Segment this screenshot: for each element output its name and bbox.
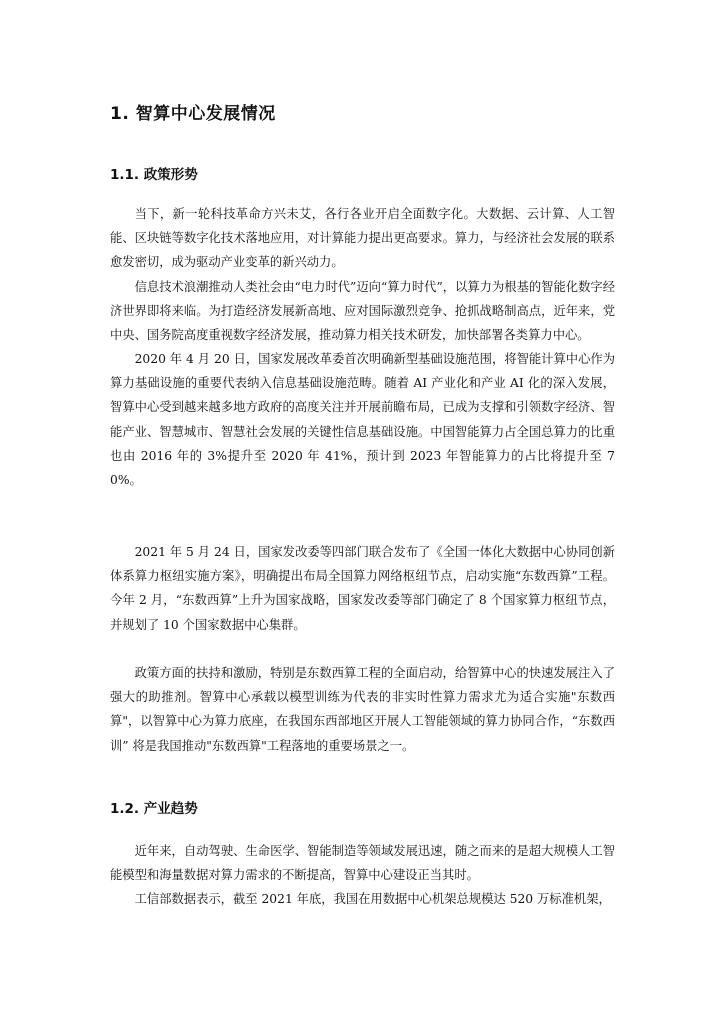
paragraph-3: 2020 年 4 月 20 日，国家发展改革委首次明确新型基础设施范围，将智能计算中心作为算力基础设施的重要代表纳入信息基础设施范畴。随着 AI 产业化和产业 AI 化的深入发展，智算中心受到越来越多地方政府的高度关注并开展前瞻布局，已成为支撑和引领数字经济、智能产业、智慧城市、智慧社会发展的关键性信息基础设施。中国智能算力占全国总算力的比重也由 2016 年的 3%提升至 2020 年 41%，预计到 2023 年智能算力的占比将提升至 70%。 [110,352,615,488]
paragraph-2: 信息技术浪潮推动人类社会由“电力时代”迈向“算力时代”，以算力为根基的智能化数字经济世界即将来临。为打造经济发展新高地、应对国际激烈竞争、抢抓战略制高点，近年来，党中央、国务院高度重视数字经济发展，推动算力相关技术研发，加快部署各类算力中心。 [110,280,615,343]
paragraph-6: 近年来，自动驾驶、生命医学、智能制造等领域发展迅速，随之而来的是超大规模人工智能模型和海量数据对算力需求的不断提高，智算中心建设正当其时。 [110,844,615,883]
paragraph-4: 2021 年 5 月 24 日，国家发改委等四部门联合发布了《全国一体化大数据中心协同创新体系算力枢纽实施方案》，明确提出布局全国算力网络枢纽节点，启动实施“东数西算”工程。今年 2 月，“东数西算”上升为国家战略，国家发改委等部门确定了 8 个国家算力枢纽节点，并规划了 10 个国家数据中心集群。 [110,545,615,632]
section-heading-1-1: 1.1. 政策形势 [110,167,198,183]
paragraph-5: 政策方面的扶持和激励，特别是东数西算工程的全面启动，给智算中心的快速发展注入了强大的助推剂。智算中心承载以模型训练为代表的非实时性算力需求尤为适合实施"东数西算"，以智算中心为算力底座，在我国东西部地区开展人工智能领域的算力协同合作，“东数西训” 将是我国推动"东数西算"工程落地的重要场景之一。 [110,666,615,753]
paragraph-1: 当下，新一轮科技革命方兴未艾，各行各业开启全面数字化。大数据、云计算、人工智能、区块链等数字化技术落地应用，对计算能力提出更高要求。算力，与经济社会发展的联系愈发密切，成为驱动产业变革的新兴动力。 [110,207,615,270]
section-heading-1: 1. 智算中心发展情况 [110,104,276,124]
section-heading-1-2: 1.2. 产业趋势 [110,801,198,817]
paragraph-7: 工信部数据表示，截至 2021 年底，我国在用数据中心机架总规模达 520 万标准机架， [134,892,611,906]
